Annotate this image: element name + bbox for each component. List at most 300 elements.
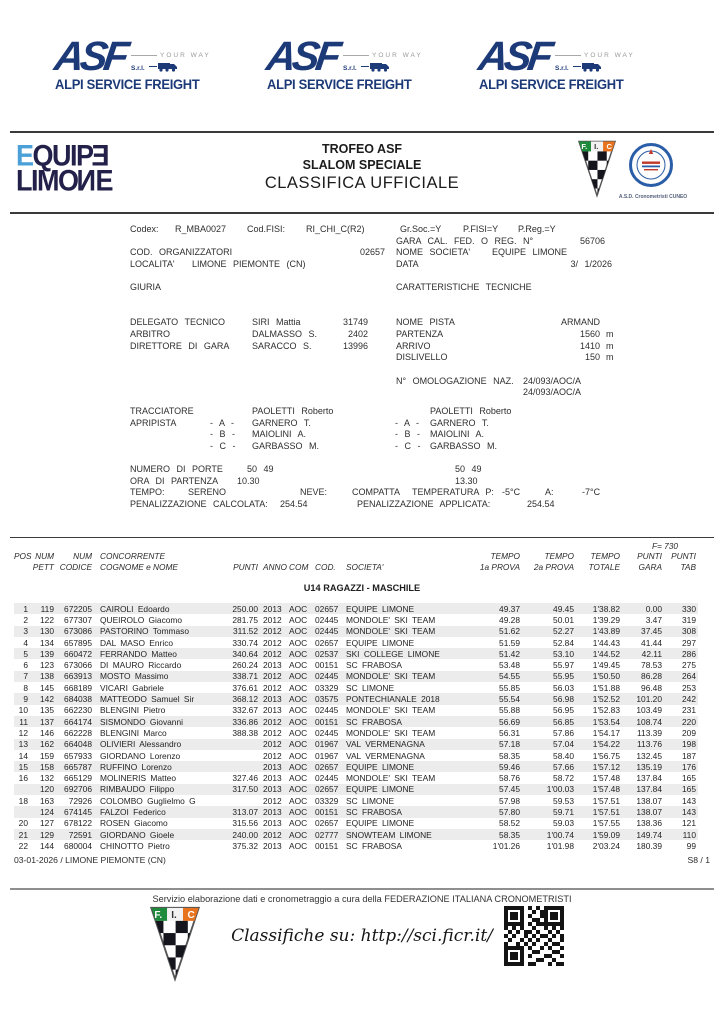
tempo-label: TEMPO: [130, 487, 165, 497]
table-cell: 58.35 [499, 829, 520, 840]
cod-organizzatori-label: COD. ORGANIZZATORI [130, 247, 233, 257]
apripista-letter: - B - [395, 429, 420, 439]
table-cell: SC FRABOSA [346, 806, 402, 817]
table-cell: 1'44.43 [592, 637, 620, 648]
table-cell: 137.84 [636, 784, 662, 795]
table-cell: 132 [40, 773, 54, 784]
table-cell: 01967 [315, 750, 339, 761]
table-cell: 1'59.09 [592, 829, 620, 840]
table-cell: FALZOI Federico [100, 806, 166, 817]
table-cell: 176 [682, 761, 696, 772]
table-cell: DAL MASO Enrico [100, 637, 174, 648]
table-cell: 13 [18, 739, 28, 750]
table-cell: 57.98 [499, 795, 520, 806]
table-cell: 198 [682, 739, 696, 750]
table-cell: PASTORINO Tommaso [100, 626, 190, 637]
table-cell: 132.45 [636, 750, 662, 761]
omologazione-value: 24/093/AOC/A [523, 376, 582, 386]
column-header: CONCORRENTE COGNOME e NOME [100, 551, 178, 572]
table-cell: MONDOLE' SKI TEAM [346, 773, 436, 784]
table-cell: MATTEODO Samuel Sir [100, 694, 195, 705]
date-location: 03-01-2026 / LIMONE PIEMONTE (CN) [14, 855, 166, 865]
table-cell: AOC [289, 716, 308, 727]
table-cell: 58.76 [499, 773, 520, 784]
table-cell: 02657 [315, 784, 339, 795]
table-cell: 260.24 [232, 660, 258, 671]
table-cell: 2013 [263, 660, 282, 671]
table-cell: 1'44.52 [592, 648, 620, 659]
table-cell: CAIROLI Edoardo [100, 603, 170, 614]
codex-value: R_MBA0027 [175, 224, 227, 234]
table-cell: 72591 [68, 829, 92, 840]
table-cell: 1'39.29 [592, 614, 620, 625]
jury-role: DIRETTORE DI GARA [130, 341, 230, 351]
localita-label: LOCALITA' [130, 259, 175, 269]
omologazione-label: N° OMOLOGAZIONE NAZ. [396, 376, 514, 386]
tech-unit: m [606, 341, 614, 351]
gara-value: 56706 [579, 236, 605, 246]
neve-value: COMPATTA [352, 487, 400, 497]
table-cell: 56.98 [553, 694, 574, 705]
apripista-letter: - B - [210, 429, 235, 439]
table-cell: 657933 [64, 750, 92, 761]
table-cell: 2013 [263, 806, 282, 817]
table-cell: 22 [18, 840, 28, 851]
table-cell: 86.28 [641, 671, 662, 682]
logo-letter: E [16, 139, 33, 173]
table-cell: 665129 [64, 773, 92, 784]
table-cell: 122 [40, 614, 54, 625]
column-header: TEMPO 1a PROVA [479, 551, 520, 572]
table-cell: 144 [40, 840, 54, 851]
table-cell: 58.52 [499, 818, 520, 829]
logo-letters: LIMO [16, 164, 78, 197]
table-cell: 124 [40, 806, 54, 817]
table-row [14, 716, 698, 727]
logo-letter-reversed: E [92, 139, 110, 173]
jury-name: SIRI Mattia [252, 317, 301, 327]
page-number: S8 / 1 [687, 855, 710, 865]
table-cell: 1 [23, 603, 28, 614]
giuria-heading: GIURIA [130, 282, 162, 292]
column-header: PUNTI GARA [637, 551, 662, 572]
table-cell: AOC [289, 773, 308, 784]
table-row [14, 637, 698, 648]
table-cell: 02445 [315, 773, 339, 784]
tech-unit: m [606, 352, 614, 362]
table-cell: MONDOLE' SKI TEAM [346, 705, 436, 716]
table-cell: 2013 [263, 784, 282, 795]
table-cell: 1'52.52 [592, 694, 620, 705]
table-row [14, 784, 698, 795]
table-cell: 58.72 [553, 773, 574, 784]
fic-letter-c: C [187, 909, 195, 921]
table-cell: 2012 [263, 637, 282, 648]
table-cell: 319 [682, 614, 696, 625]
table-cell: AOC [289, 648, 308, 659]
table-row [14, 795, 698, 806]
table-cell: MONDOLE' SKI TEAM [346, 626, 436, 637]
table-cell: 240.00 [232, 829, 258, 840]
tagline-line [343, 55, 369, 56]
table-cell: 03329 [315, 795, 339, 806]
apripista-name-run1: GARBASSO M. [252, 441, 320, 451]
table-cell: 137 [40, 716, 54, 727]
table-cell: 57.45 [499, 784, 520, 795]
asf-srl-label: S.r.l. [555, 65, 569, 72]
table-cell: 49.37 [499, 603, 520, 614]
preg-flag: P.Reg.=Y [518, 224, 556, 234]
table-cell: 15 [18, 761, 28, 772]
table-row [14, 659, 698, 670]
jury-code: 31749 [342, 317, 368, 327]
table-cell: 51.62 [499, 626, 520, 637]
table-cell: BLENGINI Marco [100, 727, 167, 738]
table-cell: COLOMBO Guglielmo G [100, 795, 196, 806]
table-cell: 2012 [263, 727, 282, 738]
table-cell: 663913 [64, 671, 92, 682]
table-cell: 00151 [315, 806, 339, 817]
neve-label: NEVE: [300, 487, 328, 497]
table-cell: 55.88 [499, 705, 520, 716]
table-cell: AOC [289, 727, 308, 738]
table-cell: VICARI Gabriele [100, 682, 164, 693]
table-cell: SC FRABOSA [346, 716, 402, 727]
table-cell: 1'43.89 [592, 626, 620, 637]
table-row [14, 761, 698, 772]
tech-value: ARMAND [560, 317, 600, 327]
tracciatore-name-run2: PAOLETTI Roberto [430, 406, 512, 416]
tech-label: ARRIVO [396, 341, 431, 351]
table-cell: 286 [682, 648, 696, 659]
ora-partenza-label: ORA DI PARTENZA [130, 476, 219, 486]
table-cell: 209 [682, 727, 696, 738]
numero-porte-run1: 50 49 [247, 464, 274, 474]
table-cell: 52.84 [553, 637, 574, 648]
ora-partenza-run1: 10.30 [237, 476, 260, 486]
table-cell: 02657 [315, 603, 339, 614]
table-cell: 02657 [315, 637, 339, 648]
column-header: PUNTI TAB [671, 551, 696, 572]
qr-modules [528, 906, 532, 910]
table-cell: 11 [19, 716, 28, 727]
table-cell: 2012 [263, 648, 282, 659]
table-cell: PONTECHIANALE 2018 [346, 694, 440, 705]
table-cell: 375.32 [232, 840, 258, 851]
table-cell: 41.44 [641, 637, 662, 648]
table-cell: 2012 [263, 671, 282, 682]
tagline-line [131, 55, 157, 56]
asf-wordmark: ASF [263, 33, 341, 79]
penalizzazione-applicata-value: 254.54 [527, 499, 555, 509]
fic-letter-f: F. [581, 142, 588, 152]
table-cell: ROSEN Giacomo [100, 818, 168, 829]
table-cell: SNOWTEAM LIMONE [346, 829, 432, 840]
table-cell: 220 [682, 716, 696, 727]
table-cell: 158 [40, 761, 54, 772]
table-cell: 313.07 [232, 806, 258, 817]
table-cell: 2013 [263, 705, 282, 716]
table-cell: 330.74 [232, 637, 258, 648]
tech-value: 150 [584, 352, 600, 362]
title-band [0, 136, 724, 210]
f-factor-label: F= 730 [651, 541, 678, 551]
asf-srl-label: S.r.l. [131, 65, 145, 72]
table-cell: RIMBAUDO Filippo [100, 784, 175, 795]
table-cell: AOC [289, 761, 308, 772]
caratteristiche-heading: CARATTERISTICHE TECNICHE [396, 282, 532, 292]
table-cell: DI MAURO Riccardo [100, 660, 182, 671]
column-header: TEMPO TOTALE [588, 551, 620, 572]
table-cell: 165 [682, 784, 696, 795]
table-cell: 1'00.74 [546, 829, 574, 840]
table-cell: 49.28 [499, 614, 520, 625]
tech-value: 1560 [579, 329, 600, 339]
table-cell: MOLINERIS Matteo [100, 773, 177, 784]
table-cell: 78.53 [641, 660, 662, 671]
table-cell: 103.49 [636, 705, 662, 716]
tempo-value: SERENO [188, 487, 227, 497]
table-cell: 338.71 [232, 671, 258, 682]
table-cell: OLIVIERI Alessandro [100, 739, 182, 750]
column-header: NUM CODICE [59, 551, 92, 572]
table-cell: AOC [289, 806, 308, 817]
table-row [14, 614, 698, 625]
table-cell: 42.11 [641, 648, 662, 659]
table-cell: 673086 [64, 626, 92, 637]
table-cell: 3.47 [645, 614, 662, 625]
tracciatore-label: TRACCIATORE [130, 406, 194, 416]
temperatura-label: TEMPERATURA P: [412, 487, 494, 497]
table-cell: 2013 [263, 773, 282, 784]
table-cell: 55.95 [553, 671, 574, 682]
grsoc-flag: Gr.Soc.=Y [400, 224, 442, 234]
table-cell: 1'00.03 [546, 784, 574, 795]
asf-srl-label: S.r.l. [343, 65, 357, 72]
table-cell: 672205 [64, 603, 92, 614]
table-cell: 340.64 [232, 648, 258, 659]
table-cell: 1'57.12 [592, 761, 620, 772]
classifiche-url-text: Classifiche su: http://sci.ficr.it/ [231, 926, 493, 946]
table-cell: 1'01.98 [546, 840, 574, 851]
jury-role: ARBITRO [130, 329, 171, 339]
table-cell: 57.66 [553, 761, 574, 772]
table-cell: AOC [289, 705, 308, 716]
table-cell: 2013 [263, 761, 282, 772]
table-cell: 3 [23, 626, 28, 637]
table-cell: 55.85 [499, 682, 520, 693]
table-cell: 143 [682, 806, 696, 817]
table-cell: 52.27 [553, 626, 574, 637]
table-cell: 02445 [315, 705, 339, 716]
table-cell: 2012 [263, 829, 282, 840]
asf-tagline: YOUR WAY [160, 52, 211, 59]
table-cell: 149.74 [636, 829, 662, 840]
table-cell: SKI COLLEGE LIMONE [346, 648, 440, 659]
data-label: DATA [396, 259, 419, 269]
codfisi-label: Cod.FISI: [247, 224, 286, 234]
table-row [14, 682, 698, 693]
table-cell: 281.75 [232, 614, 258, 625]
table-cell: MONDOLE' SKI TEAM [346, 614, 436, 625]
table-cell: 134 [40, 637, 54, 648]
table-cell: 130 [40, 626, 54, 637]
apripista-name-run2: GARBASSO M. [430, 441, 498, 451]
column-header: COD. [315, 561, 336, 572]
table-cell: 1'54.22 [592, 739, 620, 750]
table-row [14, 671, 698, 682]
table-row [14, 603, 698, 614]
table-cell: EQUIPE LIMONE [346, 603, 415, 614]
table-cell: 264 [682, 671, 696, 682]
table-cell: 1'53.54 [592, 716, 620, 727]
table-cell: 59.71 [553, 806, 574, 817]
table-cell: 253 [682, 682, 696, 693]
qr-code [504, 906, 564, 966]
table-cell: 660472 [64, 648, 92, 659]
table-cell: 311.52 [233, 626, 258, 637]
jury-name: DALMASSO S. [252, 329, 318, 339]
table-cell: 162 [40, 739, 54, 750]
table-cell: 00151 [315, 660, 339, 671]
apripista-name-run2: MAIOLINI A. [430, 429, 485, 439]
table-cell: AOC [289, 840, 308, 851]
temperatura-partenza: -5°C [502, 487, 521, 497]
table-cell: SC FRABOSA [346, 660, 402, 671]
table-cell: 2012 [263, 682, 282, 693]
table-cell: 6 [23, 660, 28, 671]
table-cell: 1'51.88 [592, 682, 620, 693]
qr-finder [504, 906, 524, 926]
table-cell: 57.86 [553, 727, 574, 738]
table-cell: 376.61 [232, 682, 258, 693]
table-cell: 53.10 [553, 648, 574, 659]
table-cell: 119 [40, 603, 54, 614]
table-cell: CHINOTTO Pietro [100, 840, 170, 851]
table-row [14, 739, 698, 750]
table-cell: 03575 [315, 694, 339, 705]
table-cell: 59.46 [499, 761, 520, 772]
data-value: 3/ 1/2026 [570, 259, 612, 269]
table-cell: 72926 [68, 795, 92, 806]
table-cell: 12 [18, 727, 28, 738]
table-row [14, 806, 698, 817]
cod-organizzatori-value: 02657 [359, 247, 385, 257]
table-cell: 2012 [263, 750, 282, 761]
column-header: COM [289, 561, 309, 572]
ora-partenza-run2: 13.30 [455, 476, 478, 486]
table-cell: AOC [289, 818, 308, 829]
penalizzazione-applicata-label: PENALIZZAZIONE APPLICATA: [357, 499, 491, 509]
table-cell: 163 [40, 795, 54, 806]
table-cell: 1'38.82 [592, 603, 620, 614]
table-cell: 20 [18, 818, 28, 829]
cronometristi-badge [628, 142, 674, 188]
table-cell: 101.20 [636, 694, 662, 705]
table-cell: 138.07 [636, 806, 662, 817]
localita-value: LIMONE PIEMONTE (CN) [192, 259, 306, 269]
table-cell: 49.45 [553, 603, 574, 614]
table-cell: 673066 [64, 660, 92, 671]
table-cell: 96.48 [641, 682, 662, 693]
truck-icon [149, 61, 179, 72]
apripista-letter: - C - [395, 441, 421, 451]
column-header: NUM PETT [32, 551, 54, 572]
omologazione-value: 24/093/AOC/A [523, 387, 582, 397]
table-cell: 1'52.83 [592, 705, 620, 716]
table-cell: AOC [289, 671, 308, 682]
table-cell: EQUIPE LIMONE [346, 784, 415, 795]
table-cell: MONDOLE' SKI TEAM [346, 727, 436, 738]
table-cell: AOC [289, 750, 308, 761]
table-cell: 138 [40, 671, 54, 682]
table-cell: AOC [289, 739, 308, 750]
race-info-section [0, 220, 724, 538]
tech-label: DISLIVELLO [396, 352, 448, 362]
table-cell: AOC [289, 682, 308, 693]
table-cell: 1'01.26 [492, 840, 520, 851]
table-cell: 317.50 [232, 784, 258, 795]
table-cell: 1'49.45 [592, 660, 620, 671]
table-cell: 56.69 [499, 716, 520, 727]
fic-pennant-logo [578, 140, 616, 198]
table-cell: 275 [682, 660, 696, 671]
table-cell: 10 [18, 705, 28, 716]
table-cell: 330 [682, 603, 696, 614]
table-row [14, 750, 698, 761]
jury-role: DELEGATO TECNICO [130, 317, 226, 327]
asf-subtitle: ALPI SERVICE FREIGHT [55, 77, 200, 92]
table-cell: 01967 [315, 739, 339, 750]
jury-name: SARACCO S. [252, 341, 312, 351]
table-cell: 665787 [64, 761, 92, 772]
asf-wordmark: ASF [51, 33, 129, 79]
penalizzazione-calcolata-label: PENALIZZAZIONE CALCOLATA: [130, 499, 268, 509]
table-cell: 9 [23, 694, 28, 705]
page-footer-line [14, 855, 710, 865]
table-cell: AOC [289, 626, 308, 637]
table-cell: 57.18 [499, 739, 520, 750]
tracciatore-name-run1: PAOLETTI Roberto [252, 406, 334, 416]
table-row [14, 829, 698, 840]
table-cell: 388.38 [232, 727, 258, 738]
table-cell: AOC [289, 795, 308, 806]
table-cell: SC FRABOSA [346, 840, 402, 851]
table-cell: 110 [682, 829, 696, 840]
table-cell: 308 [682, 626, 696, 637]
table-cell: 56.95 [553, 705, 574, 716]
qr-finder [544, 906, 564, 926]
asf-logo-left [51, 33, 227, 92]
table-cell: 2012 [263, 614, 282, 625]
table-cell: 55.54 [499, 694, 520, 705]
table-cell: 02445 [315, 671, 339, 682]
table-cell: 4 [23, 637, 28, 648]
nome-societa-value: EQUIPE LIMONE [492, 247, 568, 257]
penalizzazione-calcolata-value: 254.54 [280, 499, 308, 509]
asf-logo-right [475, 33, 651, 92]
table-cell: 99 [686, 840, 696, 851]
table-row [14, 705, 698, 716]
table-cell: 2013 [263, 818, 282, 829]
table-cell: 187 [682, 750, 696, 761]
table-cell: 145 [40, 682, 54, 693]
table-cell: 2013 [263, 694, 282, 705]
table-cell: 142 [40, 694, 54, 705]
apripista-name-run1: GARNERO T. [252, 418, 311, 428]
table-cell: 135 [40, 705, 54, 716]
table-row [14, 818, 698, 829]
